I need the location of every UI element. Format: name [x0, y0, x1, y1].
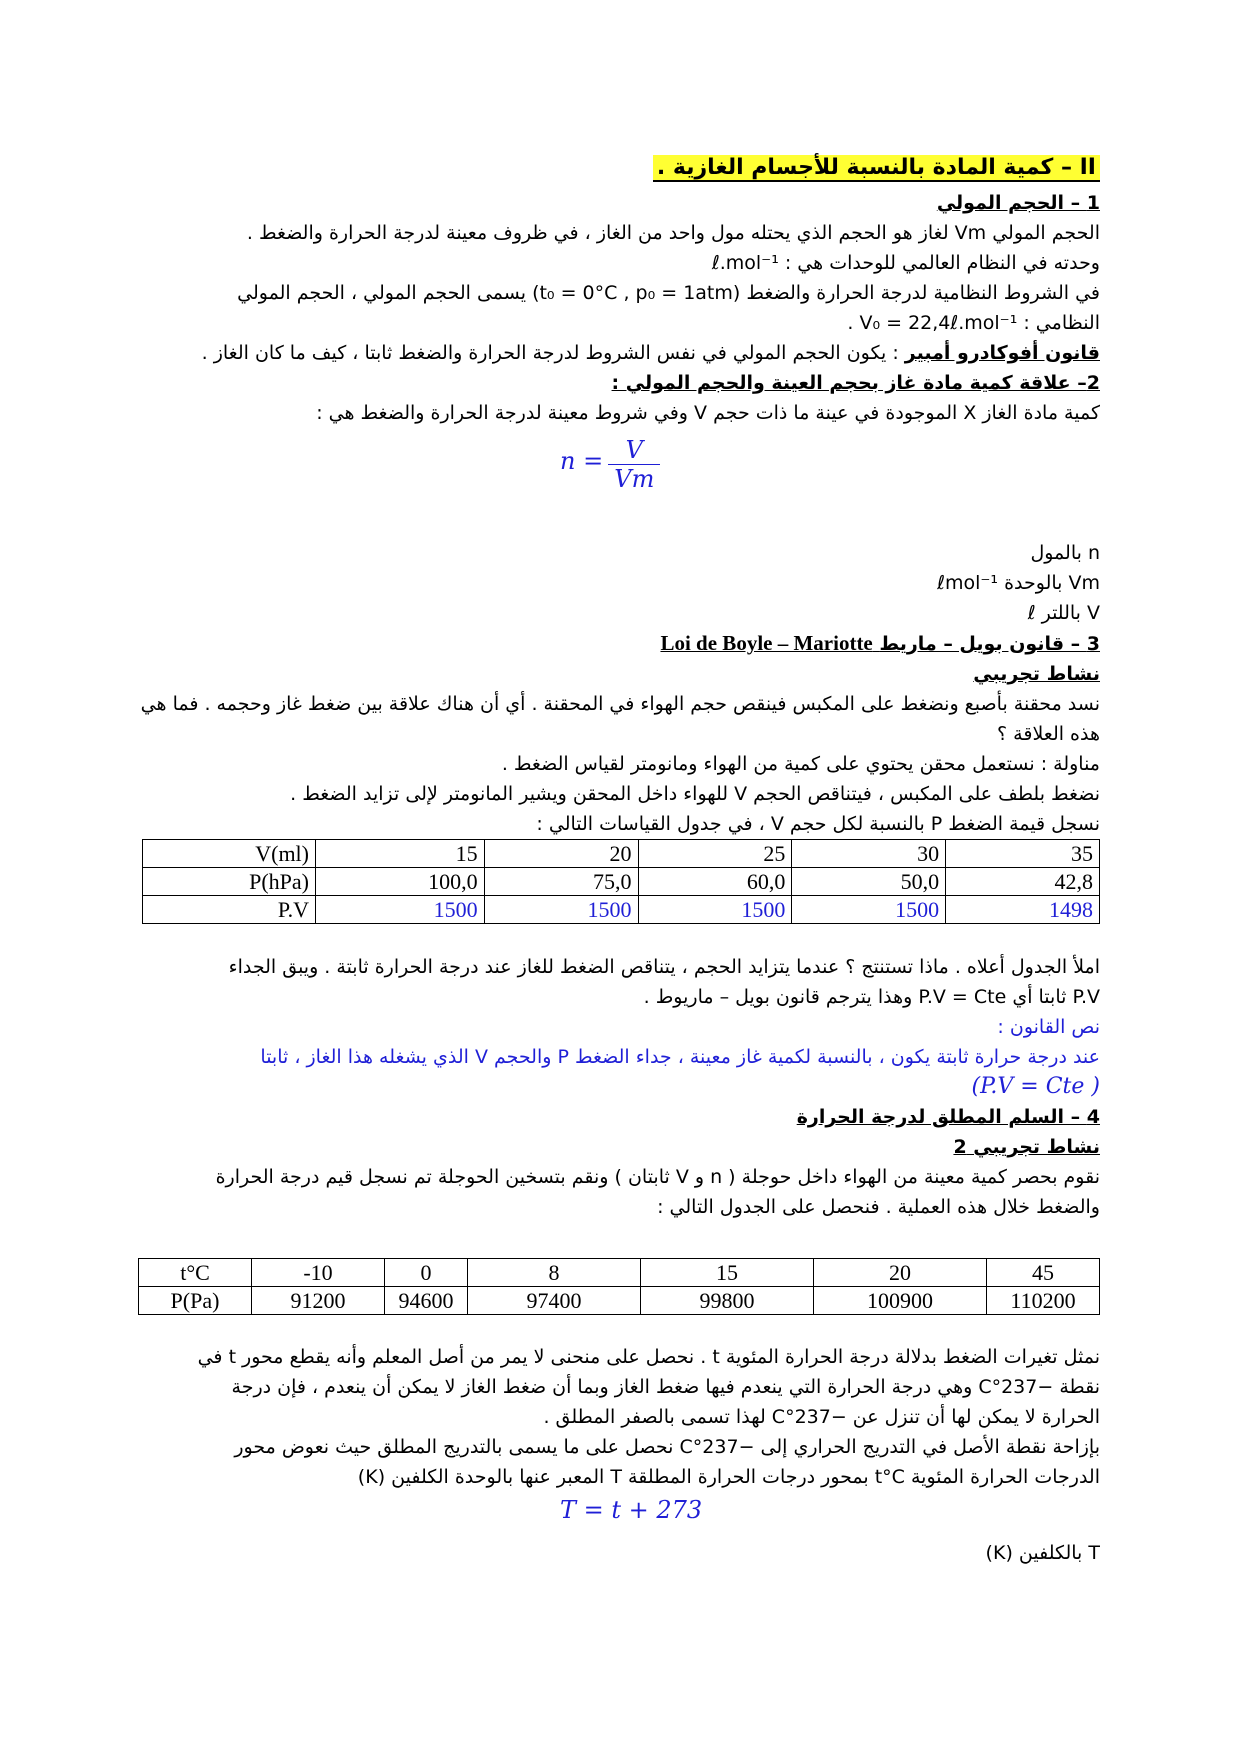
s2-heading: 2– علاقة كمية مادة غاز بحجم العينة والحجم المولي : — [611, 372, 1100, 394]
formula-denominator: Vm — [614, 465, 655, 493]
table-cell: 35 — [946, 840, 1100, 868]
table-cell: 100,0 — [316, 868, 485, 896]
table-cell: 20 — [484, 840, 638, 868]
s4-legend: T بالكلفين (K) — [985, 1542, 1100, 1564]
formula-numerator: V — [608, 436, 660, 465]
table-row — [139, 1259, 1100, 1287]
table-cell: 15 — [316, 840, 485, 868]
s2-formula-block — [140, 436, 1100, 516]
s2-formula — [560, 436, 660, 493]
s4-q5: الدرجات الحرارة المئوية t°C بمحور درجات الحرارة المطلقة T المعبر عنها بالوحدة الكلفين (K) — [357, 1466, 1100, 1488]
s4-q2: نقطة −237°C وهي درجة الحرارة التي ينعدم فيها ضغط الغاز وبما أن ضغط الغاز لا يمكن أن ينعدم ، فإن درجة — [231, 1376, 1100, 1398]
s2-text: كمية مادة الغاز X الموجودة في عينة ما ذات حجم V وفي شروط معينة لدرجة الحرارة والضغط هي : — [316, 402, 1100, 424]
table-cell: 45 — [987, 1259, 1100, 1287]
s4-q3: الحرارة لا يمكن لها أن تنزل عن −237°C لهذا تسمى بالصفر المطلق . — [543, 1406, 1100, 1428]
table-cell: 15 — [641, 1259, 814, 1287]
table-row — [143, 896, 1100, 924]
table-cell: 91200 — [252, 1287, 385, 1315]
table-cell: 42,8 — [946, 868, 1100, 896]
section-title-text: II – كمية المادة بالنسبة للأجسام الغازية . — [653, 155, 1100, 182]
table-cell: 110200 — [987, 1287, 1100, 1315]
table-cell: 60,0 — [638, 868, 792, 896]
s4-activity: نشاط تجريبي 2 — [953, 1136, 1100, 1158]
s3-conclusion-1: املأ الجدول أعلاه . ماذا تستنتج ؟ عندما يتزايد الحجم ، يتناقص الضغط للغاز عند درجة الحرارة ثابتة . ويبق الجداء — [228, 956, 1100, 978]
table-cell: -10 — [252, 1259, 385, 1287]
s1-avogadro — [140, 338, 1100, 368]
s3-heading-fr: Loi de Boyle – Mariotte — [660, 631, 873, 655]
s3-heading — [140, 628, 1100, 659]
avogadro-text: : يكون الحجم المولي في نفس الشروط لدرجة الحرارة والضغط ثابتا ، كيف ما كان الغاز . — [201, 342, 905, 364]
section-title — [140, 150, 1100, 186]
table-cell: 100900 — [814, 1287, 987, 1315]
table-cell: t°C — [139, 1259, 252, 1287]
s3-p2: مناولة : نستعمل محقن يحتوي على كمية من الهواء ومانومتر لقياس الضغط . — [501, 753, 1100, 775]
s3-p3: نضغط بلطف على المكبس ، فيتناقص الحجم V للهواء داخل المحقن ويشير المانومتر لإلى تزايد الضغط . — [290, 783, 1100, 805]
table-row — [143, 840, 1100, 868]
s4-formula-block — [140, 1492, 1100, 1532]
s1-normal-line: في الشروط النظامية لدرجة الحرارة والضغط (t₀ = 0°C , p₀ = 1atm) يسمى الحجم المولي ، الحجم المولي — [237, 282, 1100, 304]
table-cell: 1500 — [316, 896, 485, 924]
s4-formula: T = t + 273 — [560, 1496, 703, 1524]
table-cell: P.V — [143, 896, 316, 924]
s3-conclusion-2: P.V ثابتا أي P.V = Cte وهذا يترجم قانون بويل – ماريوط . — [643, 986, 1100, 1008]
table-cell: 8 — [468, 1259, 641, 1287]
s1-heading: 1 – الحجم المولي — [936, 192, 1100, 214]
s2-legend-n: n بالمول — [1030, 542, 1100, 564]
s3-activity: نشاط تجريبي — [973, 663, 1100, 685]
s4-q4: بإزاحة نقطة الأصل في التدريج الحراري إلى −237°C نحصل على ما يسمى بالتدريج المطلق حيث نعوض محور — [234, 1436, 1100, 1458]
table-cell: 1498 — [946, 896, 1100, 924]
table-cell: 1500 — [638, 896, 792, 924]
s2-legend-v: V باللتر ℓ — [1027, 602, 1100, 624]
table-cell: 75,0 — [484, 868, 638, 896]
table-cell: 1500 — [484, 896, 638, 924]
table-cell: V(ml) — [143, 840, 316, 868]
table-cell: 97400 — [468, 1287, 641, 1315]
s3-p1: نسد محقنة بأصبع ونضغط على المكبس فينقص حجم الهواء في المحقنة . أي أن هناك علاقة بين ضغط غاز وحجمه . فما هي هذه العلاقة ؟ — [140, 693, 1100, 745]
table-cell: 99800 — [641, 1287, 814, 1315]
table-row — [143, 868, 1100, 896]
s3-law-label: نص القانون : — [997, 1016, 1100, 1038]
boyle-table — [142, 839, 1100, 924]
s4-p2: والضغط خلال هذه العملية . فنحصل على الجدول التالي : — [657, 1196, 1100, 1218]
table-cell: 0 — [385, 1259, 468, 1287]
table-cell: 1500 — [792, 896, 946, 924]
table-cell: P(Pa) — [139, 1287, 252, 1315]
s3-p4: نسجل قيمة الضغط P بالنسبة لكل حجم V ، في جدول القياسات التالي : — [536, 813, 1100, 835]
formula-lhs: n = — [560, 447, 604, 475]
s4-continuation — [140, 1342, 1100, 1568]
table-cell: 30 — [792, 840, 946, 868]
document-page — [140, 150, 1100, 1222]
table-row — [139, 1287, 1100, 1315]
table-cell: 50,0 — [792, 868, 946, 896]
table-cell: 25 — [638, 840, 792, 868]
s4-heading: 4 – السلم المطلق لدرجة الحرارة — [796, 1106, 1100, 1128]
avogadro-label: قانون أفوكادرو أمبير — [904, 342, 1100, 364]
table-cell: 20 — [814, 1259, 987, 1287]
s2-legend-vm: Vm بالوحدة ℓmol⁻¹ — [937, 572, 1100, 594]
s1-definition: الحجم المولي Vm لغاز هو الحجم الذي يحتله مول واحد من الغاز ، في ظروف معينة لدرجة الحرارة والضغط . — [246, 222, 1100, 244]
s4-p1: نقوم بحصر كمية معينة من الهواء داخل حوجلة ( n و V ثابتان ) ونقم بتسخين الحوجلة تم نسجل قيم درجة الحرارة — [215, 1166, 1100, 1188]
s1-normal-value: النظامي : V₀ = 22,4ℓ.mol⁻¹ . — [847, 312, 1100, 334]
s1-unit-line: وحدته في النظام العالمي للوحدات هي : ℓ.mol⁻¹ — [711, 252, 1100, 274]
s3-law-text: عند درجة حرارة ثابتة يكون ، بالنسبة لكمية غاز معينة ، جداء الضغط P والحجم V الذي يشغله هذا الغاز ، ثابتا — [260, 1046, 1100, 1068]
s4-q1: نمثل تغيرات الضغط بدلالة درجة الحرارة المئوية t . نحصل على منحنى لا يمر من أصل المعلم وأنه يقطع محور t في — [197, 1346, 1100, 1368]
table-cell: P(hPa) — [143, 868, 316, 896]
formula-fraction — [608, 436, 660, 493]
table-cell: 94600 — [385, 1287, 468, 1315]
s3-law-formula: ( P.V = Cte) — [971, 1074, 1100, 1099]
s3-heading-ar: 3 – قانون بويل – ماريط — [879, 633, 1100, 655]
temperature-table — [138, 1258, 1100, 1315]
